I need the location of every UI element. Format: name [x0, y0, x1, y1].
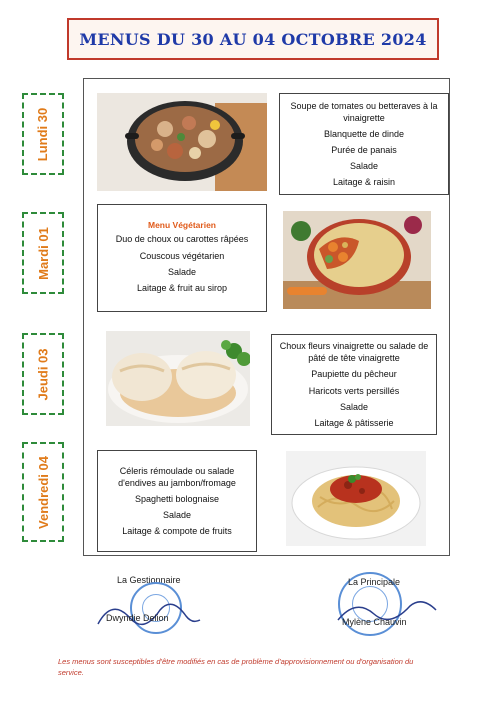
day-label: Vendredi 04 — [35, 455, 51, 529]
left-signatory-title: La Gestionnaire — [117, 575, 181, 585]
menu-item: Blanquette de dinde — [323, 128, 405, 139]
day-tab-vendredi — [22, 442, 64, 542]
menu-item: Duo de choux ou carottes râpées — [115, 234, 249, 245]
photo-couscous — [283, 211, 431, 309]
right-signatory-title: La Principale — [348, 577, 401, 587]
day-tab-lundi — [22, 93, 64, 175]
footnote: Les menus sont susceptibles d'être modifiés en cas de problème d'approvisionnement ou d'organisation du service. — [58, 657, 414, 677]
photo-spaghetti — [286, 451, 426, 546]
page-title-box — [67, 18, 439, 60]
right-signatory-name: Mylène Chauvin — [342, 617, 407, 627]
menu-item: Salade — [162, 510, 192, 521]
photo-blanquette — [97, 93, 267, 191]
day-label: Lundi 30 — [35, 107, 51, 161]
day-tab-jeudi — [22, 333, 64, 415]
menu-item: Laitage & raisin — [332, 177, 396, 188]
menu-item: Laitage & fruit au sirop — [136, 282, 228, 293]
menu-item: Purée de panais — [331, 145, 397, 155]
left-signatory-name: Dwyndie Delion — [106, 613, 169, 623]
photo-paupiette — [106, 331, 250, 426]
menu-vendredi — [97, 450, 257, 552]
day-label: Mardi 01 — [35, 226, 51, 280]
day-tab-mardi — [22, 212, 64, 294]
menu-item: Salade — [349, 161, 379, 172]
menu-item: Soupe de tomates ou betteraves à la vinaigrette — [290, 100, 438, 123]
menu-item: Couscous végétarien — [139, 250, 225, 261]
day-label: Jeudi 03 — [35, 347, 51, 401]
menu-item: Salade — [339, 401, 369, 412]
page-title: MENUS DU 30 AU 04 OCTOBRE 2024 — [79, 29, 427, 49]
menu-item: Salade — [167, 266, 197, 277]
menu-item: Céleris rémoulade ou salade d'endives au jambon/fromage — [118, 465, 236, 488]
menu-item: Choux fleurs vinaigrette ou salade de pâté de tête vinaigrette — [279, 341, 429, 364]
menu-item: Spaghetti bolognaise — [134, 493, 220, 504]
menu-lundi — [279, 93, 449, 195]
menu-jeudi — [271, 334, 437, 435]
vegetarian-label: Menu Végétarien — [147, 219, 217, 230]
menu-item: Laitage & compote de fruits — [122, 526, 232, 537]
menu-item: Haricots verts persillés — [308, 385, 400, 396]
menu-mardi — [97, 204, 267, 312]
menu-item: Paupiette du pêcheur — [311, 369, 397, 380]
menu-item: Laitage & pâtisserie — [314, 417, 394, 428]
